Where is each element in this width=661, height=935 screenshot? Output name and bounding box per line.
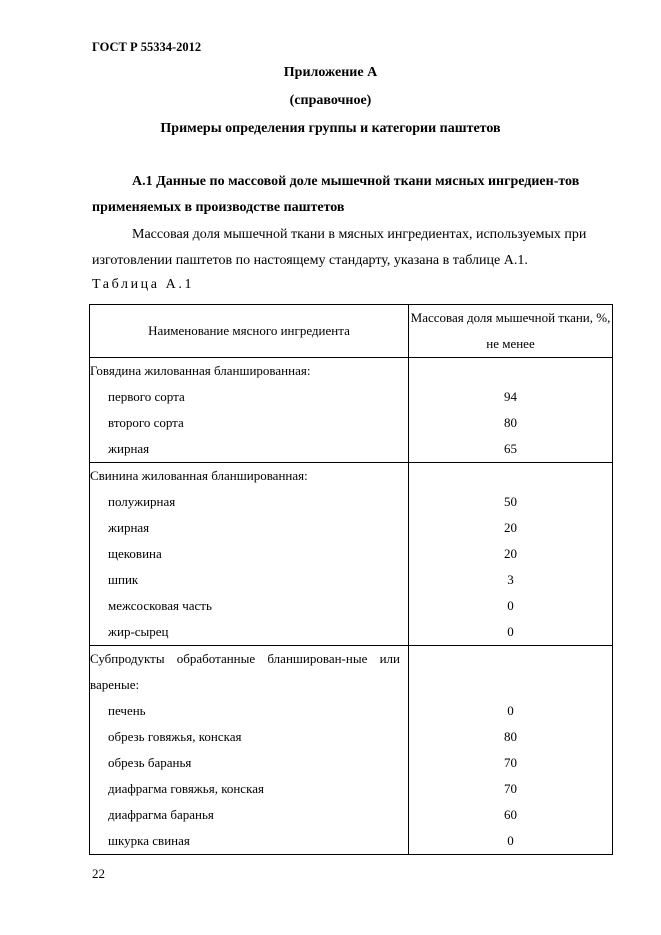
- table-row: [90, 698, 613, 724]
- table-header-row: [90, 305, 613, 358]
- mass-fraction-value: 3: [409, 567, 613, 593]
- mass-fraction-value: 20: [409, 541, 613, 567]
- group-header-row: [90, 463, 613, 490]
- mass-fraction-value: 0: [409, 698, 613, 724]
- mass-fraction-value: 70: [409, 776, 613, 802]
- ingredient-name: обрезь баранья: [90, 750, 409, 776]
- ingredient-name: жирная: [90, 436, 409, 463]
- ingredient-name: межсосковая часть: [90, 593, 409, 619]
- table-row: [90, 828, 613, 855]
- mass-fraction-value: 60: [409, 802, 613, 828]
- column-header-ingredient: Наименование мясного ингредиента: [90, 305, 409, 358]
- mass-fraction-value: 70: [409, 750, 613, 776]
- ingredient-name: второго сорта: [90, 410, 409, 436]
- ingredient-name: щековина: [90, 541, 409, 567]
- mass-fraction-value: 65: [409, 436, 613, 463]
- mass-fraction-value: 80: [409, 410, 613, 436]
- ingredient-name: первого сорта: [90, 384, 409, 410]
- table-row: [90, 724, 613, 750]
- ingredient-name: жир-сырец: [90, 619, 409, 646]
- mass-fraction-value: 0: [409, 619, 613, 646]
- ingredient-name: шкурка свиная: [90, 828, 409, 855]
- appendix-title: Приложение А: [283, 65, 378, 80]
- table-row: [90, 384, 613, 410]
- mass-fraction-value: 20: [409, 515, 613, 541]
- table-row: [90, 619, 613, 646]
- table-row: [90, 541, 613, 567]
- table-row: [90, 436, 613, 463]
- ingredient-name: обрезь говяжья, конская: [90, 724, 409, 750]
- table-row: [90, 489, 613, 515]
- ingredient-name: диафрагма баранья: [90, 802, 409, 828]
- group-header-row: [90, 646, 613, 699]
- mass-fraction-value: 94: [409, 384, 613, 410]
- table-row: [90, 567, 613, 593]
- group-value-empty: [409, 358, 613, 385]
- table-row: [90, 593, 613, 619]
- mass-fraction-value: 50: [409, 489, 613, 515]
- group-title: Говядина жилованная бланшированная:: [90, 358, 409, 385]
- table-caption: Таблица А.1: [92, 277, 195, 292]
- standard-code: ГОСТ Р 55334-2012: [92, 40, 202, 54]
- table-row: [90, 750, 613, 776]
- page-number: 22: [92, 866, 105, 881]
- muscle-tissue-table: [89, 304, 613, 855]
- mass-fraction-value: 0: [409, 828, 613, 855]
- table-row: [90, 410, 613, 436]
- group-header-row: [90, 358, 613, 385]
- table-row: [90, 515, 613, 541]
- section-text: Массовая доля мышечной ткани в мясных ингредиентах, используемых при изготовлении паштетов по настоящему стандарту, указана в таблице А.1.: [92, 227, 587, 268]
- mass-fraction-value: 0: [409, 593, 613, 619]
- ingredient-name: шпик: [90, 567, 409, 593]
- group-value-empty: [409, 646, 613, 699]
- appendix-subtitle: Примеры определения группы и категории паштетов: [160, 121, 501, 136]
- table-row: [90, 776, 613, 802]
- group-title: Субпродукты обработанные бланширован-ные или вареные:: [90, 646, 409, 699]
- ingredient-name: печень: [90, 698, 409, 724]
- mass-fraction-value: 80: [409, 724, 613, 750]
- group-title: Свинина жилованная бланшированная:: [90, 463, 409, 490]
- section-heading: А.1 Данные по массовой доле мышечной ткани мясных ингредиен-тов применяемых в производстве паштетов: [92, 174, 580, 215]
- group-value-empty: [409, 463, 613, 490]
- ingredient-name: диафрагма говяжья, конская: [90, 776, 409, 802]
- column-header-mass-fraction: Массовая доля мышечной ткани, %, не менее: [409, 305, 613, 358]
- table-body: [90, 358, 613, 855]
- table-row: [90, 802, 613, 828]
- ingredient-name: полужирная: [90, 489, 409, 515]
- ingredient-name: жирная: [90, 515, 409, 541]
- appendix-note: (справочное): [289, 93, 372, 108]
